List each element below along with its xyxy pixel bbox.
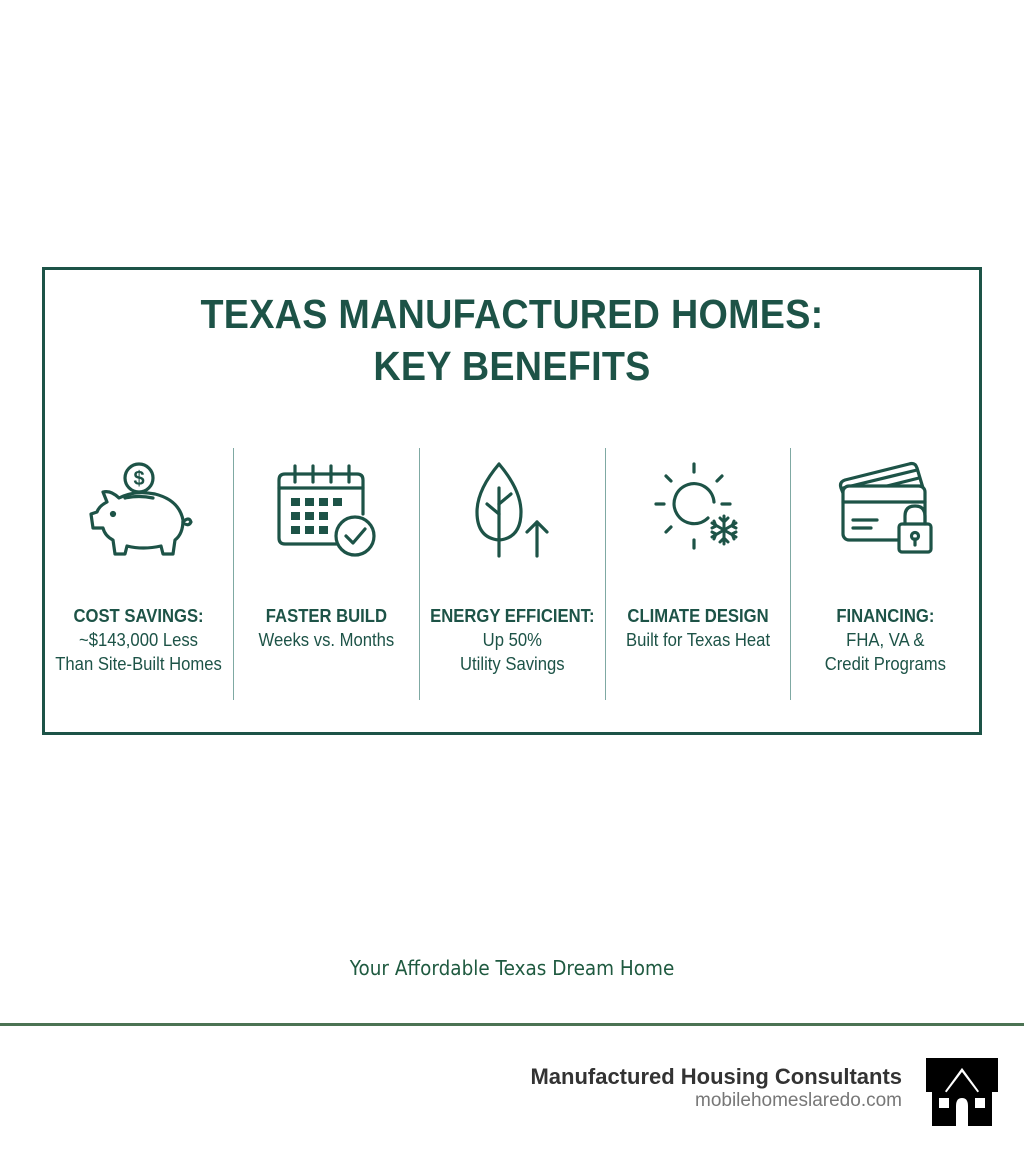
- benefit-climate-design: [605, 448, 790, 700]
- piggy-bank-icon: [79, 454, 199, 566]
- benefit-heading: FASTER BUILD: [265, 605, 388, 626]
- svg-text:$: $: [133, 468, 145, 490]
- credit-card-lock-icon: [825, 454, 945, 566]
- house-logo-icon: [926, 1058, 998, 1126]
- company-website[interactable]: mobilehomeslaredo.com: [695, 1090, 902, 1111]
- benefit-detail: Credit Programs: [824, 653, 946, 674]
- benefit-faster-build: [233, 448, 419, 700]
- benefit-detail: Than Site-Built Homes: [55, 653, 223, 674]
- company-name: Manufactured Housing Consultants: [530, 1064, 902, 1089]
- benefit-detail: Weeks vs. Months: [258, 629, 395, 650]
- benefits-row: [45, 448, 979, 700]
- benefit-detail: FHA, VA &: [845, 629, 925, 650]
- title-line-1: TEXAS MANUFACTURED HOMES:: [200, 291, 824, 337]
- title-line-2: KEY BENEFITS: [373, 343, 651, 389]
- benefit-heading: FINANCING:: [835, 605, 935, 626]
- footer-divider: [0, 1023, 1024, 1026]
- benefit-heading: ENERGY EFFICIENT:: [430, 605, 595, 626]
- benefit-detail: Built for Texas Heat: [625, 629, 771, 650]
- benefit-detail: Up 50%: [482, 629, 543, 650]
- brand-block: [530, 1064, 902, 1112]
- sun-snowflake-icon: [638, 454, 758, 566]
- benefits-panel: [42, 267, 982, 735]
- tagline: Your Affordable Texas Dream Home: [349, 956, 675, 980]
- benefit-energy-efficient: [419, 448, 605, 700]
- benefit-detail: ~$143,000 Less: [79, 629, 199, 650]
- benefit-cost-savings: [45, 448, 233, 700]
- benefit-detail: Utility Savings: [460, 653, 565, 674]
- benefit-heading: COST SAVINGS:: [73, 605, 205, 626]
- page-title: [82, 288, 941, 392]
- leaf-arrow-up-icon: [453, 454, 573, 566]
- benefit-heading: CLIMATE DESIGN: [627, 605, 769, 626]
- benefit-financing: [790, 448, 979, 700]
- calendar-check-icon: [267, 454, 387, 566]
